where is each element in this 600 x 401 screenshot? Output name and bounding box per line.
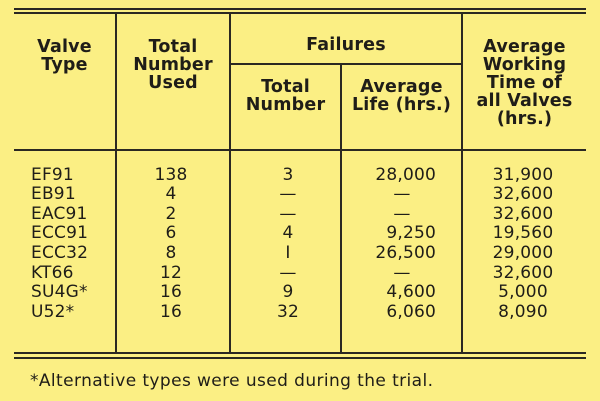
average-working-time-cell: 31,900	[492, 165, 554, 185]
total-used-cell: 8	[165, 243, 177, 263]
failures-total-cell: 32	[276, 302, 300, 322]
average-life-cell: 9,250	[386, 223, 436, 243]
average-life-cell: 4,600	[386, 282, 436, 302]
failures-total-cell: —	[279, 263, 297, 283]
header-failures-total-number: Total Number	[245, 77, 326, 115]
average-working-time-cell: 19,560	[492, 223, 554, 243]
failures-total-cell: —	[279, 204, 297, 224]
footnote: *Alternative types were used during the trial.	[30, 371, 434, 391]
header-valve-type: Valve Type	[37, 37, 92, 75]
header-failures-average-life: Average Life (hrs.)	[351, 77, 452, 115]
total-used-cell: 138	[154, 165, 188, 185]
valve-type-cell: EB91	[31, 184, 76, 204]
valve-type-cell: U52*	[31, 302, 75, 322]
total-used-cell: 16	[159, 282, 183, 302]
valve-type-cell: ECC91	[31, 223, 89, 243]
average-life-cell: —	[393, 184, 411, 204]
average-working-time-cell: 32,600	[492, 184, 554, 204]
valve-type-cell: EAC91	[31, 204, 88, 224]
failures-total-cell: I	[285, 243, 291, 263]
average-life-cell: —	[393, 263, 411, 283]
top-double-rule-2	[14, 12, 586, 14]
valve-type-cell: ECC32	[31, 243, 89, 263]
average-working-time-cell: 32,600	[492, 263, 554, 283]
total-used-cell: 12	[159, 263, 183, 283]
top-double-rule-1	[14, 8, 586, 10]
header-total-number-used: Total Number Used	[133, 37, 213, 93]
average-working-time-cell: 5,000	[498, 282, 548, 302]
bottom-double-rule-1	[14, 352, 586, 354]
total-used-cell: 2	[165, 204, 177, 224]
average-life-cell: 6,060	[386, 302, 436, 322]
average-life-cell: 26,500	[375, 243, 436, 263]
average-working-time-cell: 8,090	[498, 302, 548, 322]
average-life-cell: 28,000	[375, 165, 436, 185]
total-used-cell: 16	[159, 302, 183, 322]
failures-total-cell: —	[279, 184, 297, 204]
valve-type-cell: SU4G*	[31, 282, 88, 302]
average-life-cell: —	[393, 204, 411, 224]
bottom-double-rule-2	[14, 357, 586, 359]
header-separator-rule	[14, 149, 586, 151]
failures-subheader-rule	[231, 63, 461, 65]
header-average-working-time: Average Working Time of all Valves (hrs.)	[476, 37, 573, 129]
total-used-cell: 4	[165, 184, 177, 204]
average-working-time-cell: 32,600	[492, 204, 554, 224]
failures-total-cell: 4	[282, 223, 294, 243]
failures-total-cell: 9	[282, 282, 294, 302]
average-working-time-cell: 29,000	[492, 243, 554, 263]
total-used-cell: 6	[165, 223, 177, 243]
valve-type-cell: KT66	[31, 263, 74, 283]
header-failures: Failures	[306, 35, 386, 55]
valve-type-cell: EF91	[31, 165, 74, 185]
failures-total-cell: 3	[282, 165, 294, 185]
